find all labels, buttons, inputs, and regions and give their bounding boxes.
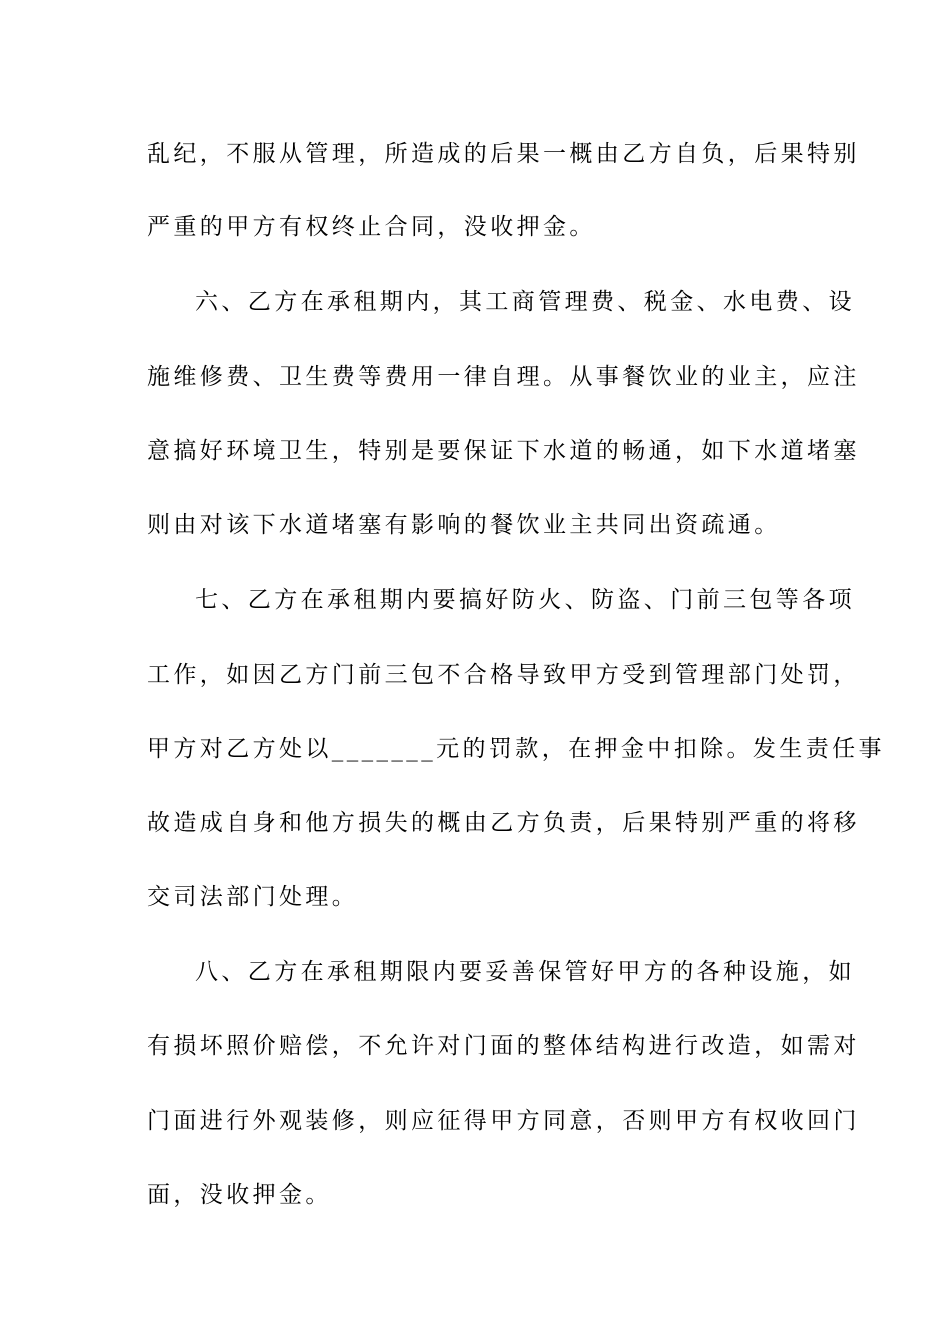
paragraph-7-line-1: 七、乙方在承租期内要搞好防火、防盗、门前三包等各项 bbox=[195, 587, 855, 613]
paragraph-6-line-2: 施维修费、卫生费等费用一律自理。从事餐饮业的业主，应注 bbox=[147, 364, 860, 390]
paragraph-8-line-1: 八、乙方在承租期限内要妥善保管好甲方的各种设施，如 bbox=[195, 959, 855, 985]
paragraph-6-line-4: 则由对该下水道堵塞有影响的餐饮业主共同出资疏通。 bbox=[147, 512, 781, 538]
paragraph-5-line-2: 严重的甲方有权终止合同，没收押金。 bbox=[147, 214, 596, 240]
paragraph-8-line-2: 有损坏照价赔偿，不允许对门面的整体结构进行改造，如需对 bbox=[147, 1033, 860, 1059]
paragraph-6-line-3: 意搞好环境卫生，特别是要保证下水道的畅通，如下水道堵塞 bbox=[147, 438, 860, 464]
paragraph-6-line-1: 六、乙方在承租期内，其工商管理费、税金、水电费、设 bbox=[195, 289, 855, 315]
paragraph-7-line-3: 甲方对乙方处以_______元的罚款，在押金中扣除。发生责任事 bbox=[147, 736, 885, 762]
paragraph-7-line-5: 交司法部门处理。 bbox=[147, 884, 359, 910]
paragraph-8-line-3: 门面进行外观装修，则应征得甲方同意，否则甲方有权收回门 bbox=[147, 1108, 860, 1134]
paragraph-5-line-1: 乱纪，不服从管理，所造成的后果一概由乙方自负，后果特别 bbox=[147, 141, 860, 167]
paragraph-8-line-4: 面，没收押金。 bbox=[147, 1182, 332, 1208]
paragraph-7-line-2: 工作，如因乙方门前三包不合格导致甲方受到管理部门处罚， bbox=[147, 662, 860, 688]
paragraph-7-line-4: 故造成自身和他方损失的概由乙方负责，后果特别严重的将移 bbox=[147, 810, 860, 836]
